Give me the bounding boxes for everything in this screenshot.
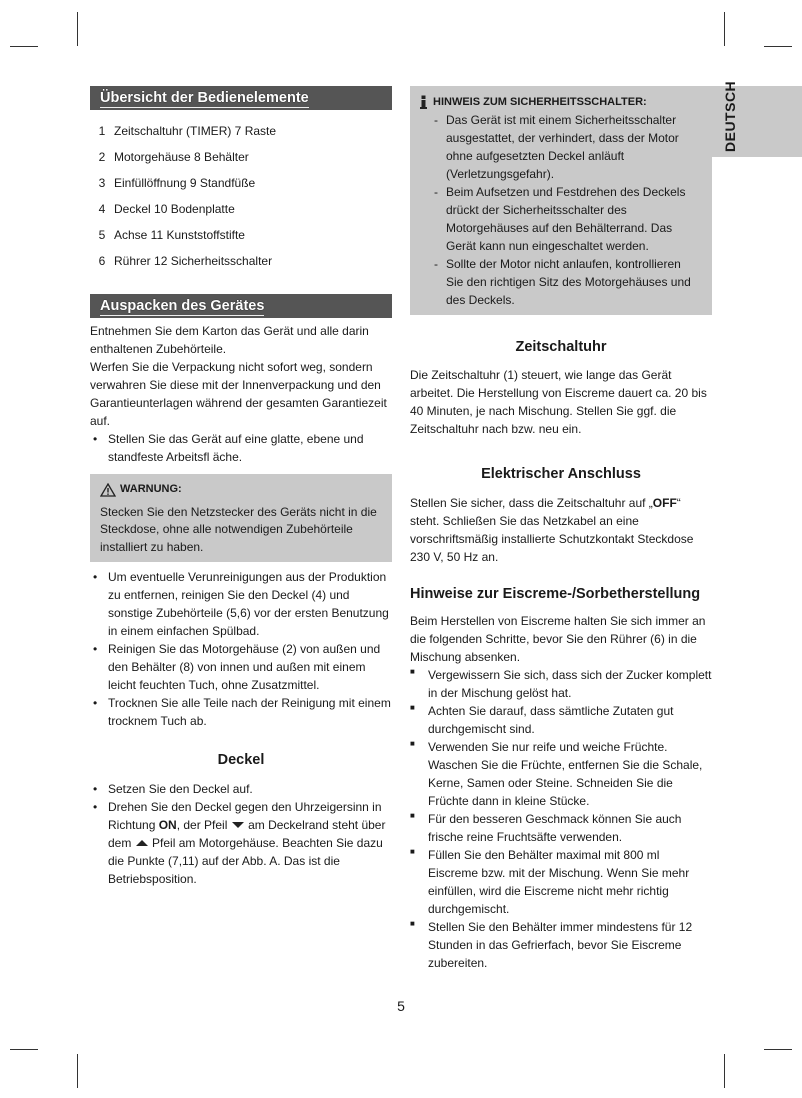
unpacking-heading: Auspacken des Gerätes [90, 294, 392, 318]
list-item: 5 Achse 11 Kunststoffstifte [98, 228, 245, 242]
list-item: ■ Vergewissern Sie sich, dass sich der Zucker komplett in der Mischung gelöst hat. [410, 666, 712, 702]
crop-mark [77, 12, 78, 46]
electrical-text: Stellen Sie sicher, dass die Zeitschaltuhr auf „OFF“ steht. Schließen Sie das Netzkabel an eine vorschriftsmäßig installierte Schutzkontakt Steckdose 230 V, 50 Hz an. [410, 496, 694, 564]
page-number: 5 [397, 998, 405, 1014]
warning-header [100, 482, 382, 498]
unpacking-bullets [90, 430, 392, 466]
timer-text: Die Zeitschaltuhr (1) steuert, wie lange das Gerät arbeitet. Die Herstellung von Eiscreme dauert ca. 20 bis 40 Minuten, je nach Mischung. Stellen Sie ggf. die Zeitschaltuhr nach bzw. neu ein. [410, 368, 707, 437]
list-item: 2 Motorgehäuse 8 Behälter [98, 150, 249, 164]
icecream-list [410, 666, 712, 972]
safety-note-box [410, 86, 712, 315]
list-item: 4 Deckel 10 Bodenplatte [98, 202, 235, 216]
arrow-up-icon [135, 839, 149, 847]
arrow-down-icon [231, 821, 245, 829]
list-item: 1 Zeitschaltuhr (TIMER) 7 Raste [98, 124, 277, 138]
cleaning-bullets [90, 568, 392, 730]
crop-mark [77, 1054, 78, 1088]
unpacking-para-2: Werfen Sie die Verpackung nicht sofort weg, sondern verwahren Sie diese mit der Innenverpackung und den Garantieunterlagen während der gesamten Garantiezeit auf. [90, 360, 387, 428]
safety-note-list [418, 111, 698, 309]
crop-mark [764, 46, 792, 47]
list-item: 3 Einfüllöffnung 9 Standfüße [98, 176, 256, 190]
lid-heading: Deckel [217, 752, 265, 769]
overview-heading: Übersicht der Bedienelemente [90, 86, 392, 110]
off-label: OFF [652, 496, 677, 510]
on-label: ON [158, 817, 177, 832]
list-item: ■ Für den besseren Geschmack können Sie auch frische reine Fruchtsäfte verwenden. [410, 810, 712, 846]
crop-mark [724, 1054, 725, 1088]
list-item: • Setzen Sie den Deckel auf. [90, 780, 392, 798]
warning-box [90, 474, 392, 562]
list-item: - Beim Aufsetzen und Festdrehen des Deckels drückt der Sicherheitsschalter des Motorgehäuses auf den Behälterrand. Das Gerät kann nun eingeschaltet werden. [428, 183, 698, 255]
list-item: 6 Rührer 12 Sicherheitsschalter [98, 254, 273, 268]
list-item: - Das Gerät ist mit einem Sicherheitsschalter ausgestattet, der verhindert, dass der Motor ohne aufgesetzten Deckel anläuft (Verletzungsgefahr). [428, 111, 698, 183]
icecream-intro: Beim Herstellen von Eiscreme halten Sie sich immer an die folgenden Schritte, bevor Sie den Rührer (6) in die Mischung absenken. [410, 613, 706, 664]
warning-label: WARNUNG: [120, 483, 182, 495]
list-item: ■ Füllen Sie den Behälter maximal mit 800 ml Eiscreme bzw. mit der Mischung. Wenn Sie mehr einfüllen, wird die Eiscreme nicht mehr richtig durchgemischt. [410, 846, 712, 918]
list-item: - Sollte der Motor nicht anlaufen, kontrollieren Sie den richtigen Sitz des Motorgehäuses und des Deckels. [428, 255, 698, 309]
unpacking-para-1: Entnehmen Sie dem Karton das Gerät und alle darin enthaltenen Zubehörteile. [90, 324, 369, 356]
crop-mark [724, 12, 725, 46]
list-item: • Um eventuelle Verunreinigungen aus der Produktion zu entfernen, reinigen Sie den Deckel (4) und sonstige Zubehörteile (5,6) vor der ersten Benutzung in einem einfachen Spülbad. [90, 568, 392, 640]
warning-text: Stecken Sie den Netzstecker des Geräts nicht in die Steckdose, ohne alle notwendigen Zubehörteile installiert zu haben. [100, 504, 377, 554]
crop-mark [10, 46, 38, 47]
list-item: • Trocknen Sie alle Teile nach der Reinigung mit einem trocknem Tuch ab. [90, 694, 392, 730]
electrical-heading: Elektrischer Anschluss [481, 466, 641, 483]
warning-icon [100, 483, 116, 497]
info-icon [418, 95, 430, 109]
lid-bullets [90, 780, 392, 888]
language-tab [712, 80, 802, 157]
left-column [90, 86, 392, 888]
list-item: • Stellen Sie das Gerät auf eine glatte, ebene und standfeste Arbeitsfl äche. [90, 430, 392, 466]
right-column [410, 86, 712, 972]
crop-mark [10, 1049, 38, 1050]
language-tab-label: DEUTSCH [722, 80, 738, 152]
safety-note-label: HINWEIS ZUM SICHERHEITSSCHALTER: [433, 96, 647, 108]
list-item: • Drehen Sie den Deckel gegen den Uhrzeigersinn in Richtung ON, der Pfeil am Deckelrand steht über dem Pfeil am Motorgehäuse. Beachten Sie dazu die Punkte (7,11) auf der Abb. A. Das ist die Betriebsposition. [90, 798, 392, 888]
icecream-heading: Hinweise zur Eiscreme-/Sorbetherstellung [410, 586, 701, 602]
crop-mark [764, 1049, 792, 1050]
list-item: ■ Achten Sie darauf, dass sämtliche Zutaten gut durchgemischt sind. [410, 702, 712, 738]
list-item: • Reinigen Sie das Motorgehäuse (2) von außen und den Behälter (8) von innen und außen mit einem leicht feuchten Tuch, ohne Zusatzmittel. [90, 640, 392, 694]
parts-list [90, 118, 392, 274]
safety-note-header [418, 94, 698, 111]
list-item: ■ Verwenden Sie nur reife und weiche Früchte. Waschen Sie die Früchte, entfernen Sie die Schale, Kerne, Samen oder Steine. Schneiden Sie die Früchte dann in kleine Stücke. [410, 738, 712, 810]
list-item: ■ Stellen Sie den Behälter immer mindestens für 12 Stunden in das Gefrierfach, bevor Sie Eiscreme zubereiten. [410, 918, 712, 972]
timer-heading: Zeitschaltuhr [515, 338, 607, 355]
